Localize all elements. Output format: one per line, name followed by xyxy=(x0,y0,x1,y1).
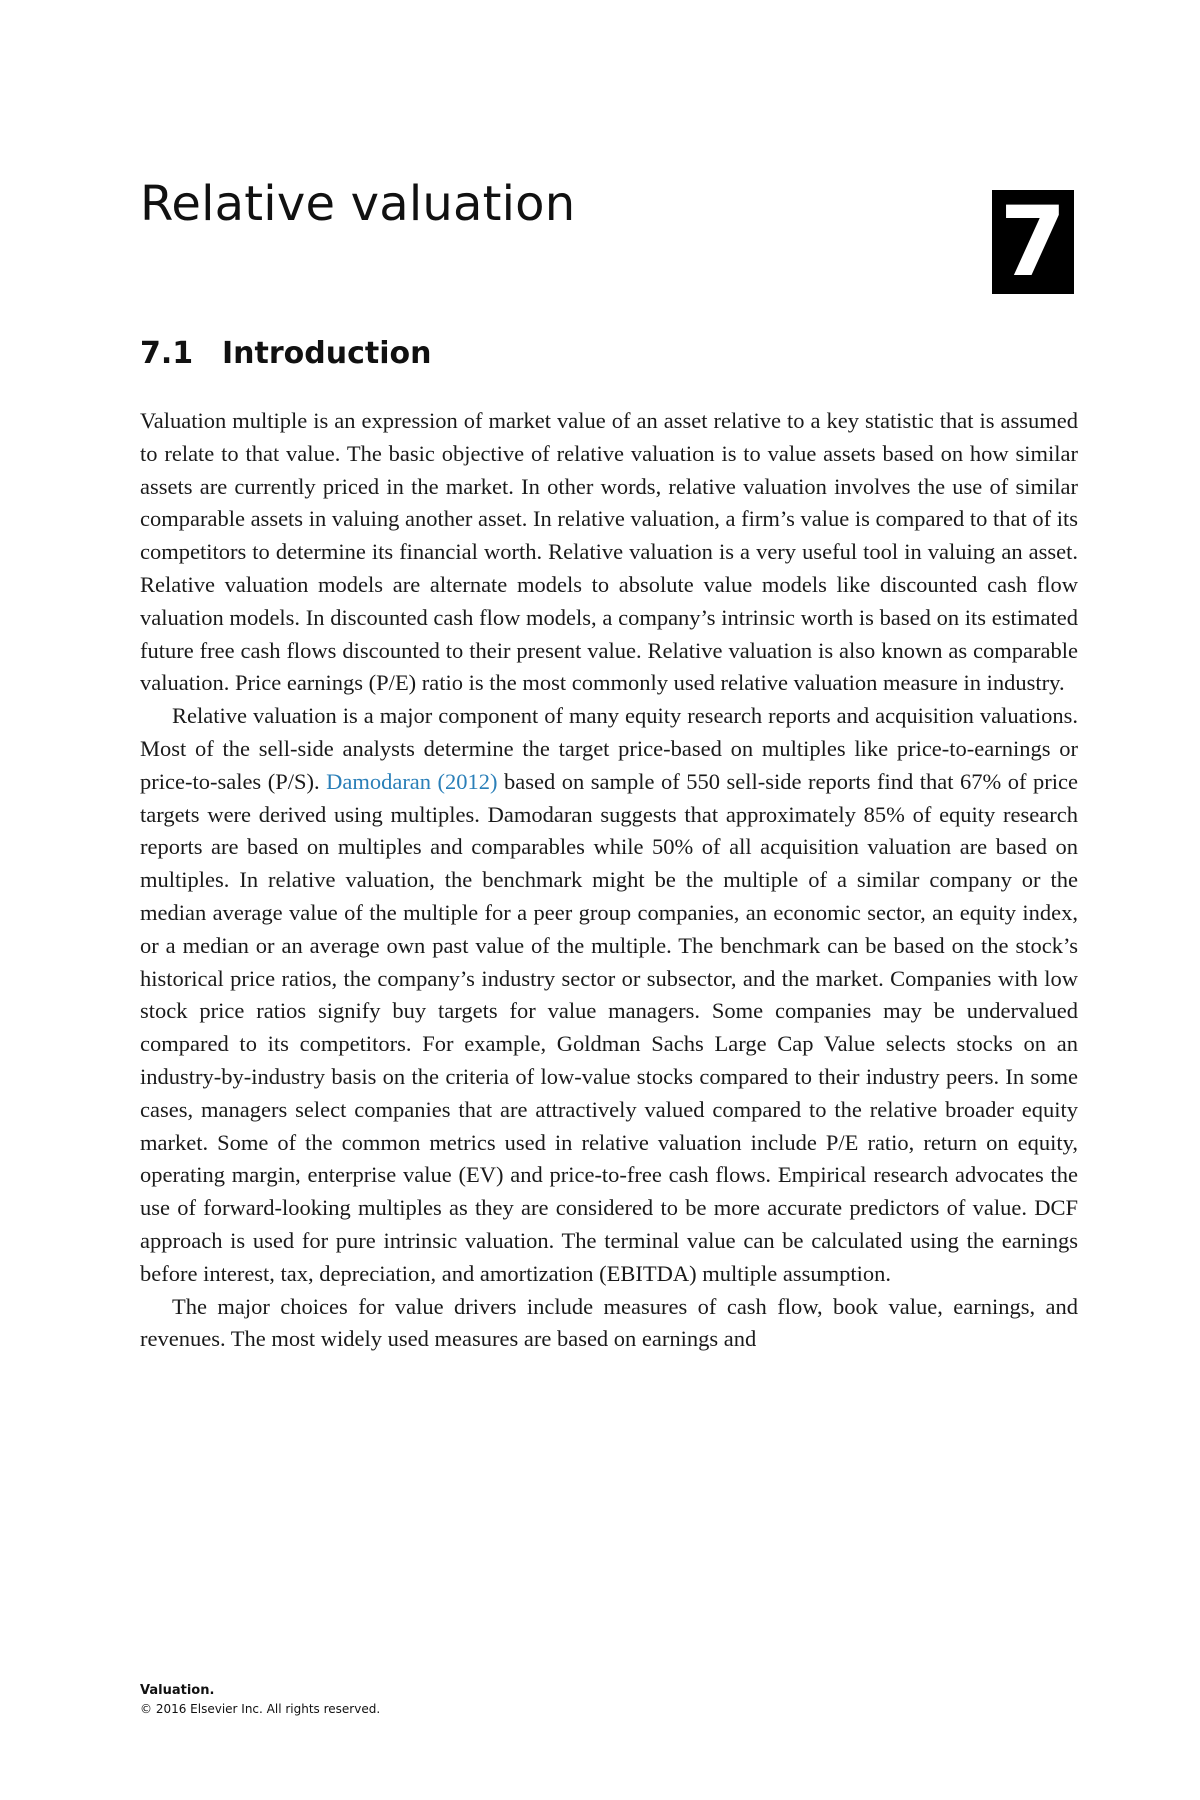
footer-copyright: © 2016 Elsevier Inc. All rights reserved. xyxy=(140,1702,381,1716)
paragraph-2 xyxy=(140,700,1078,1290)
citation-link-damodaran-2012[interactable]: Damodaran (2012) xyxy=(326,768,498,794)
body-text xyxy=(140,405,1078,1356)
section-number: 7.1 xyxy=(140,336,194,371)
section-title: Introduction xyxy=(222,336,432,371)
chapter-title: Relative valuation xyxy=(140,176,576,232)
chapter-number-badge: 7 xyxy=(992,190,1074,294)
footer-book-title: Valuation. xyxy=(140,1683,215,1698)
paragraph-2-text-end: based on sample of 550 sell-side reports find that 67% of price targets were derived using multiples. Damodaran suggests that approximately 85% of equity research reports are based on multiples and comparables while 50% of all acquisition valuation are based on multiples. In relative valuation, the benchmark might be the multiple of a similar company or the median average value of the multiple for a peer group companies, an economic sector, an equity index, or a median or an average own past value of the multiple. The benchmark can be based on the stock’s historical price ratios, the company’s industry sector or subsector, and the market. Companies with low stock price ratios signify buy targets for value managers. Some companies may be undervalued compared to its competitors. For example, Goldman Sachs Large Cap Value selects stocks on an industry-by-industry basis on the criteria of low-value stocks compared to their industry peers. In some cases, managers select companies that are attractively valued compared to the relative broader equity market. Some of the common metrics used in relative valuation include P/E ratio, return on equity, operating margin, enterprise value (EV) and price-to-free cash flows. Empirical research advocates the use of forward-looking multiples as they are considered to be more accurate predictors of value. DCF approach is used for pure intrinsic valuation. The terminal value can be calculated using the earnings before interest, tax, depreciation, and amortization (EBITDA) multiple assumption. xyxy=(140,768,1078,1286)
paragraph-2-text-start: Relative valuation is a major component of many equity research reports and acquisition valuations. Most of the sell-side analysts determine the target price-based on multiples like price-to-earnings or price-to-sales (P/S). xyxy=(140,703,1078,794)
section-heading xyxy=(140,334,431,374)
paragraph-1: Valuation multiple is an expression of market value of an asset relative to a key statistic that is assumed to relate to that value. The basic objective of relative valuation is to value assets based on how similar assets are currently priced in the market. In other words, relative valuation involves the use of similar comparable assets in valuing another asset. In relative valuation, a firm’s value is compared to that of its competitors to determine its financial worth. Relative valuation is a very useful tool in valuing an asset. Relative valuation models are alternate models to absolute value models like discounted cash flow valuation models. In discounted cash flow models, a company’s intrinsic worth is based on its estimated future free cash flows discounted to their present value. Relative valuation is also known as comparable valuation. Price earnings (P/E) ratio is the most commonly used relative valuation measure in industry. xyxy=(140,408,1078,696)
page-footer xyxy=(140,1682,380,1718)
paragraph-3: The major choices for value drivers include measures of cash flow, book value, earnings, and revenues. The most widely used measures are based on earnings and xyxy=(140,1293,1078,1352)
